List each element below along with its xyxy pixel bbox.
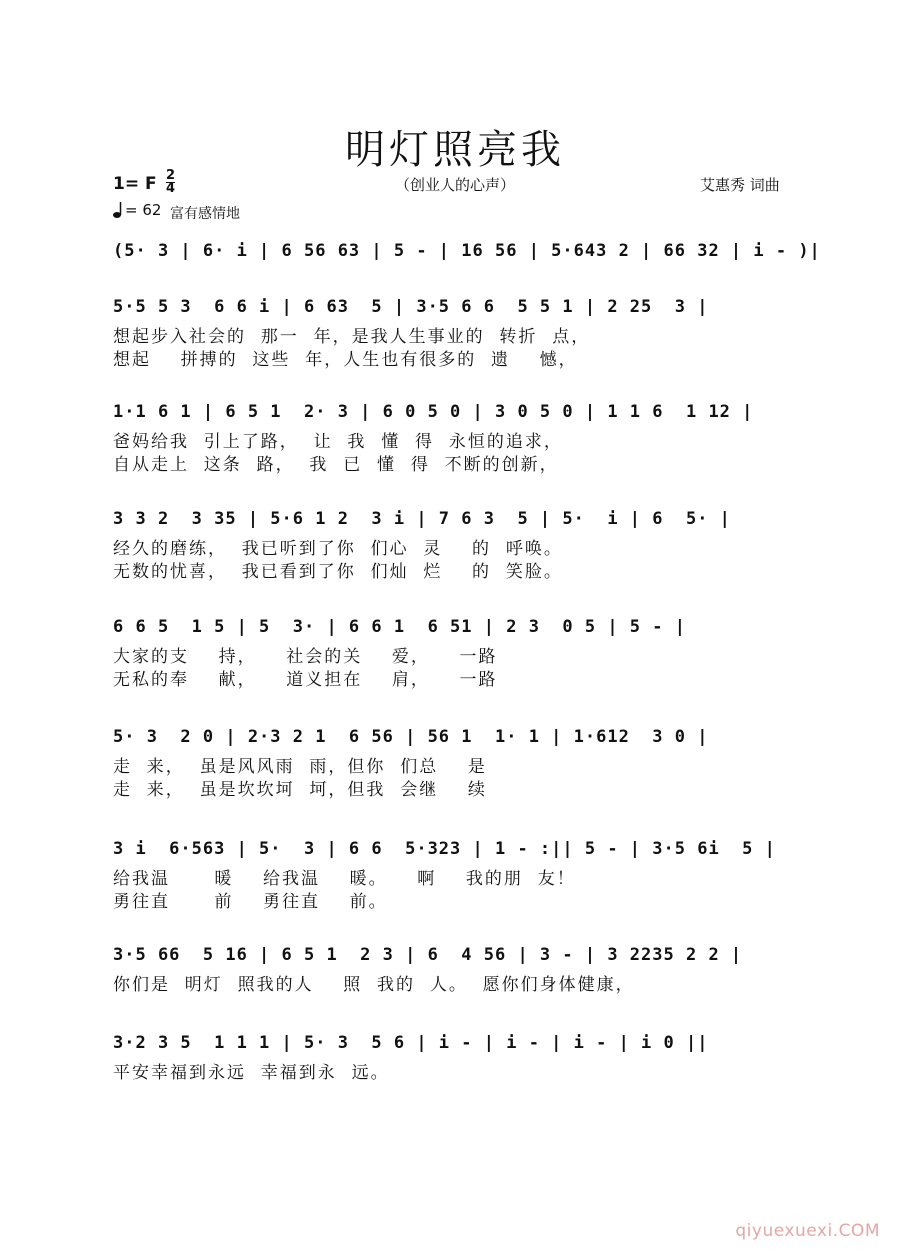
score-row bbox=[113, 722, 803, 812]
time-signature-numerator: 2 bbox=[166, 168, 176, 183]
song-subtitle: （创业人的心声） bbox=[394, 176, 515, 194]
tempo-value: = 62 bbox=[125, 201, 162, 219]
lyrics-verse-1: 给我温 暖 给我温 暖。 啊 我的朋 友！ bbox=[113, 869, 576, 889]
notation-line: 6 6 5 1 5 | 5 3· | 6 6 1 6 51 | 2 3 0 5 | 5 - | bbox=[113, 617, 686, 637]
tempo-marking bbox=[113, 201, 161, 219]
lyrics-verse-2: 想起 拼搏的 这些 年，人生也有很多的 遗 憾， bbox=[113, 350, 578, 370]
score-row bbox=[113, 940, 803, 1030]
score-row bbox=[113, 612, 803, 702]
expression-marking: 富有感情地 bbox=[170, 206, 240, 222]
time-signature-denominator: 4 bbox=[166, 181, 176, 196]
song-title: 明灯照亮我 bbox=[345, 127, 565, 173]
score-row bbox=[113, 292, 803, 382]
watermark: qiyuexuexi.COM bbox=[735, 1221, 880, 1241]
composer-credit: 艾惠秀 词曲 bbox=[700, 176, 780, 194]
notation-line: 5·5 5 3 6 6 i | 6 63 5 | 3·5 6 6 5 5 1 | 2 25 3 | bbox=[113, 297, 709, 317]
notation-line: (5· 3 | 6· i | 6 56 63 | 5 - | 16 56 | 5·643 2 | 66 32 | i - )| bbox=[113, 241, 821, 261]
notation-line: 5· 3 2 0 | 2·3 2 1 6 56 | 56 1 1· 1 | 1·612 3 0 | bbox=[113, 727, 709, 747]
lyrics-verse-1: 大家的支 持， 社会的关 爱， 一路 bbox=[113, 647, 498, 667]
key-signature: 1= F bbox=[113, 174, 157, 194]
lyrics-verse-2: 无私的奉 献， 道义担在 肩， 一路 bbox=[113, 670, 498, 690]
notation-line: 1·1 6 1 | 6 5 1 2· 3 | 6 0 5 0 | 3 0 5 0 | 1 1 6 1 12 | bbox=[113, 402, 754, 422]
lyrics-verse-1: 走 来， 虽是风风雨 雨，但你 们总 是 bbox=[113, 757, 487, 777]
lyrics-verse-1: 爸妈给我 引上了路， 让 我 懂 得 永恒的追求， bbox=[113, 432, 563, 452]
score-row bbox=[113, 504, 803, 594]
score-row bbox=[113, 834, 803, 924]
quarter-note-icon bbox=[113, 201, 123, 219]
notation-line: 3 i 6·563 | 5· 3 | 6 6 5·323 | 1 - :|| 5 - | 3·5 6i 5 | bbox=[113, 839, 776, 859]
score-row bbox=[113, 397, 803, 487]
notation-line: 3 3 2 3 35 | 5·6 1 2 3 i | 7 6 3 5 | 5· i | 6 5· | bbox=[113, 509, 731, 529]
lyrics-verse-2: 无数的忧喜， 我已看到了你 们灿 烂 的 笑脸。 bbox=[113, 562, 563, 582]
lyrics-verse-2: 勇往直 前 勇往直 前。 bbox=[113, 892, 388, 912]
lyrics-verse-1: 你们是 明灯 照我的人 照 我的 人。 愿你们身体健康， bbox=[113, 975, 635, 995]
notation-line: 3·2 3 5 1 1 1 | 5· 3 5 6 | i - | i - | i - | i 0 || bbox=[113, 1033, 709, 1053]
score-row-final bbox=[113, 1028, 803, 1118]
lyrics-verse-1: 平安幸福到永远 幸福到永 远。 bbox=[113, 1063, 390, 1083]
lyrics-verse-1: 经久的磨练， 我已听到了你 们心 灵 的 呼唤。 bbox=[113, 539, 563, 559]
lyrics-verse-1: 想起步入社会的 那一 年，是我人生事业的 转折 点， bbox=[113, 327, 591, 347]
notation-line: 3·5 66 5 16 | 6 5 1 2 3 | 6 4 56 | 3 - | 3 2235 2 2 | bbox=[113, 945, 743, 965]
lyrics-verse-2: 走 来， 虽是坎坎坷 坷，但我 会继 续 bbox=[113, 780, 487, 800]
lyrics-verse-2: 自从走上 这条 路， 我 已 懂 得 不断的创新， bbox=[113, 455, 559, 475]
